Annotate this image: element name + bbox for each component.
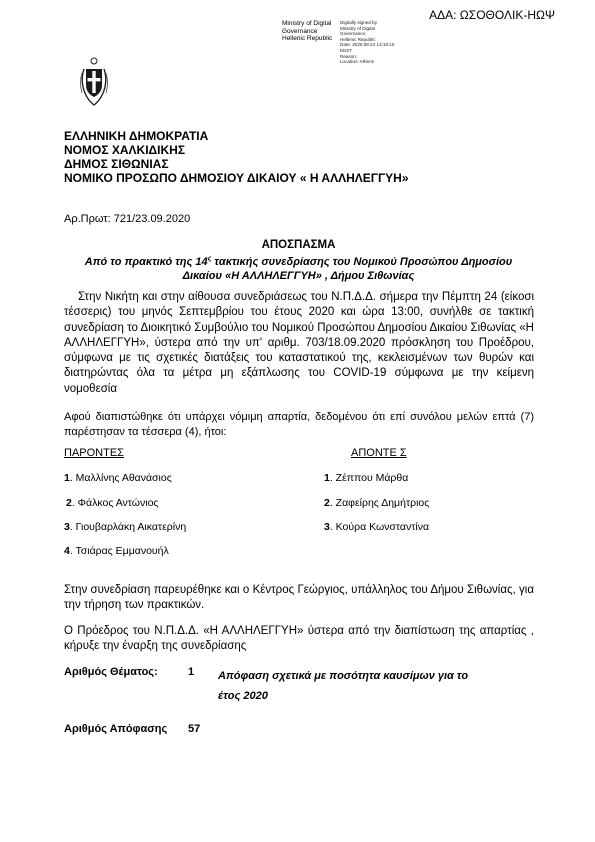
signature-detail-line: Location: Athens — [340, 59, 374, 65]
header-prefecture: ΝΟΜΟΣ ΧΑΛΚΙΔΙΚΗΣ — [64, 143, 186, 157]
greek-coat-of-arms-icon — [77, 55, 111, 107]
opening-paragraph: Ο Πρόεδρος του Ν.Π.Δ.Δ. «Η ΑΛΛΗΛΕΓΓΥΗ» ύστερα από την διαπίστωση της απαρτίας , κήρυξε την έναρξη της συνεδρίασης — [64, 625, 534, 653]
header-entity: ΝΟΜΙΚΟ ΠΡΟΣΩΠΟ ΔΗΜΟΣΙΟΥ ΔΙΚΑΙΟΥ « Η ΑΛΛΗΛΕΓΓΥΗ» — [64, 171, 409, 185]
item-label: Αριθμός Θέματος: — [64, 666, 158, 678]
absent-member: 3. Κούρα Κωνσταντίνα — [324, 521, 430, 533]
present-member: 4. Τσιάρας Εμμανουήλ — [64, 545, 169, 557]
header-country: ΕΛΛΗΝΙΚΗ ΔΗΜΟΚΡΑΤΙΑ — [64, 129, 209, 143]
protocol-number: Αρ.Πρωτ: 721/23.09.2020 — [64, 213, 191, 225]
signature-detail-line: Date: 2020.09.24 13:10:10 — [340, 42, 395, 48]
signature-detail-line: Hellenic Republic — [340, 36, 376, 42]
meeting-paragraph: Στην Νικήτη και στην αίθουσα συνεδριάσεως του Ν.Π.Δ.Δ. σήμερα την Πέμπτη 24 (είκοσι τέσσερις) του μηνός Σεπτεμβρίου του έτους 2020 και ώρα 13:00, συνήλθε σε τακτική συνεδρίαση το Διοικητικό Συμβούλιο του Νομικού Προσώπου Δημοσίου Δικαίου Σιθωνίας «Η ΑΛΛΗΛΕΓΓΥΗ», ύστερα από την υπ' αριθμ. 703/18.09.2020 πρόσκληση του Προέδρου, σύμφωνα με τις σχετικές διατάξεις του καταστατικού της, κεκλεισμένων των θυρών και διατηρώντας όλα τα μέτρα μη εξάπλωσης του COVID-19 σύμφωνα με την κείμενη νομοθεσία — [64, 291, 534, 395]
header-municipality: ΔΗΜΟΣ ΣΙΘΩΝΙΑΣ — [64, 157, 169, 171]
item-subject: Απόφαση σχετικά με ποσότητα καυσίμων για το έτος 2020 — [218, 670, 469, 702]
document-header — [64, 129, 409, 185]
present-heading: ΠΑΡΟΝΤΕΣ — [64, 447, 124, 459]
signature-detail-line: Ministry of Digital — [340, 25, 375, 31]
title-line-2: Από το πρακτικό της $14^\varsigma$ τακτικής συνεδρίασης του Νομικού Προσώπου Δημοσίου — [84, 255, 513, 268]
absent-member: 1. Ζέππου Μάρθα — [324, 472, 409, 484]
decision-number: 57 — [188, 723, 201, 735]
present-member: 1. Μαλλίνης Αθανάσιος — [64, 472, 172, 484]
absent-heading: ΑΠΟΝΤΕ Σ — [351, 447, 407, 459]
present-member: 2. Φάλκος Αντώνιος — [66, 497, 159, 509]
document-title — [64, 238, 533, 283]
ada-code: ΑΔΑ: ΩΣΟΘΟΛΙΚ-ΗΩΨ — [429, 8, 555, 22]
signature-line: Hellenic Republic — [282, 35, 333, 43]
decision-label: Αριθμός Απόφασης — [64, 723, 168, 735]
title-line-3: Δικαίου «Η ΑΛΛΗΛΕΓΓΥΗ» , Δήμου Σιθωνίας — [182, 269, 415, 282]
item-number: 1 — [188, 666, 195, 678]
present-member: 3. Γιουβαρλάκη Αικατερίνη — [64, 521, 187, 533]
quorum-paragraph: Αφού διαπιστώθηκε ότι υπάρχει νόμιμη απαρτία, δεδομένου ότι επί συνόλου μελών επτά (7) παρέστησαν τα τέσσερα (4), ήτοι: — [64, 411, 534, 438]
signature-detail-line: Governance, — [340, 31, 367, 37]
signature-detail-line: Reason: — [340, 53, 358, 59]
secretary-paragraph: Στην συνεδρίαση παρευρέθηκε και ο Κέντρος Γεώργιος, υπάλληλος του Δήμου Σιθωνίας, για την τήρηση των πρακτικών. — [64, 584, 534, 612]
absent-member: 2. Ζαφείρης Δημήτριος — [324, 497, 430, 509]
title-main: ΑΠΟΣΠΑΣΜΑ — [261, 239, 336, 251]
signature-detail-line: EEST — [340, 47, 352, 53]
signature-line: Ministry of Digital — [282, 20, 332, 27]
digital-signature-detail — [340, 20, 400, 65]
signature-line: Governance — [282, 27, 318, 35]
signature-detail-line: Digitally signed by — [340, 20, 378, 25]
